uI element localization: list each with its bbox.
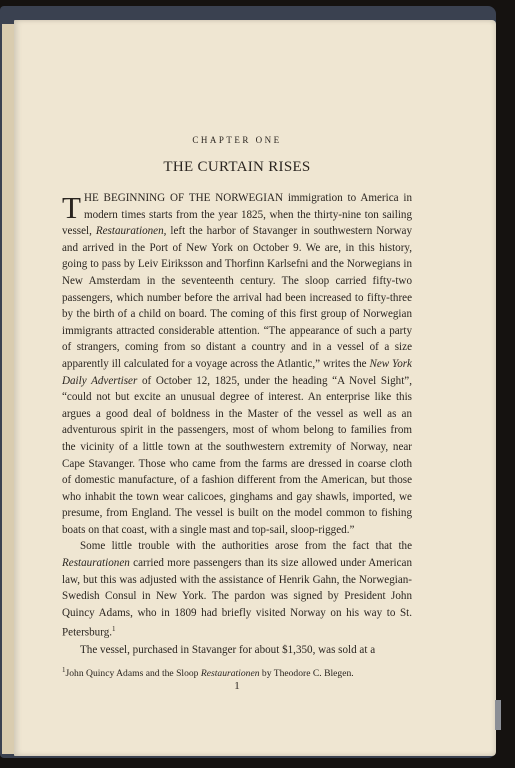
ship-name-italic: Restaurationen,: [95, 225, 167, 238]
paragraph-2-text-a: Some little trouble with the authorities arose from the fact that the: [80, 540, 412, 553]
footnote-ref: 1: [112, 625, 116, 634]
footnote-text-italic: Restaurationen: [200, 668, 260, 680]
paragraph-1-text-a: immigration to America in modern times starts from the year 1825, when the thirty-nine ton sailing vessel,: [62, 192, 412, 238]
footnote-text-b: by Theodore C. Blegen.: [259, 668, 354, 680]
opening-smallcaps: HE BEGINNING OF THE NORWEGIAN: [83, 192, 283, 204]
paragraph-1: [62, 190, 412, 538]
page-number: 1: [234, 679, 240, 692]
newspaper-name-italic: New York Daily Advertiser: [62, 357, 412, 387]
paragraph-1-text-c: of October 12, 1825, under the heading “A Novel Sight”, “could not but excite an unusual degree of interest. An enterprise like this argues a good deal of boldness in the Master of the vessel as well as an adventurous spirit in the passengers, most of whom belong to families from the vicinity of a little town at the southwestern extremity of Norway, near Cape Stavanger. Those who came from the farms are dressed in coarse cloth of domestic manufacture, of a fashion different from the American, but those who inhabit the town wear calicoes, ginghams and gay shawls, imported, we presume, from England. The vessel is built on the model common to fishing boats on that coast, with a single mast and top-sail, sloop-rigged.”: [62, 374, 412, 536]
footnote-text-a: John Quincy Adams and the Sloop: [65, 668, 201, 680]
paragraph-2-text-b: carried more passengers than its size allowed under American law, but this was adjusted with the assistance of Henrik Gahn, the Norwegian-Swedish Consul in New York. The pardon was signed by President John Quincy Adams, who in 1809 had briefly visited Norway on his way to St. Petersburg.: [62, 557, 412, 640]
drop-cap: T: [62, 190, 81, 225]
footnote-marker: 1: [62, 666, 66, 675]
ship-name-italic-2: Restaurationen: [62, 557, 130, 570]
chapter-label: CHAPTER ONE: [192, 135, 282, 145]
paragraph-3: The vessel, purchased in Stavanger for about $1,350, was sold at a: [80, 643, 376, 656]
page-stack-edge: [2, 24, 14, 754]
page-tab-mark: [495, 700, 501, 730]
footnote: [62, 664, 412, 680]
page-content: [62, 135, 412, 692]
paragraph-1-text-b: left the harbor of Stavanger in southwestern Norway and arrived in the Port of New York on October 9. We are, in this history, going to pass by Leiv Eiriksson and Thorfinn Karlsefni and the Norwegians in New Amsterdam in the seventeenth century. The sloop carried fifty-two passengers, which number before the arrival had been increased to fifty-three by the birth of a child on board. The coming of this first group of Norwegian immigrants attracted considerable attention. “The appearance of such a party of strangers, coming from so distant a country and in a vessel of a size apparently ill calculated for a voyage across the Atlantic,” writes the: [62, 225, 412, 370]
chapter-title: THE CURTAIN RISES: [163, 159, 311, 175]
paragraph-2: [62, 538, 412, 641]
